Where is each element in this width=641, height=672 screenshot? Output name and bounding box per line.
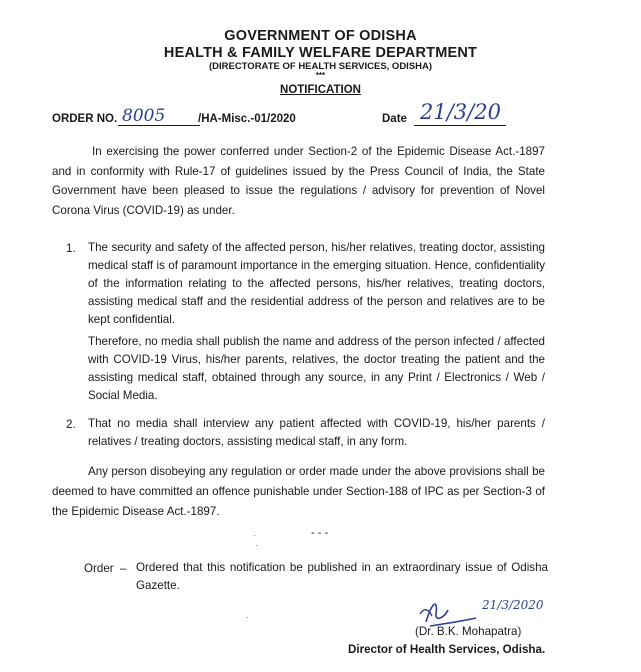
item-1-continuation: Therefore, no media shall publish the name and address of the person infected / affected with COVID-19 Virus, his/her parents, relatives, the doctor treating the patient and the assisting medical staff, obtained through any source, in any Print / Electronics / Web / Social Media. (88, 335, 545, 402)
item-2-number: 2. (66, 418, 76, 431)
penalty-paragraph: Any person disobeying any regulation or order made under the above provisions shall be deemed to have committed an offence punishable under Section-188 of IPC as per Section-3 of the Epidemic Disease Act.-1897. (52, 465, 545, 518)
header-department: HEALTH & FAMILY WELFARE DEPARTMENT (163, 45, 478, 61)
order-number-label: ORDER NO. (52, 113, 118, 125)
notification-title: NOTIFICATION (280, 84, 361, 96)
order-number-underline (118, 125, 200, 126)
scan-speck: · (246, 612, 249, 622)
order-line (52, 100, 572, 130)
intro-paragraph: In exercising the power conferred under Section-2 of the Epidemic Disease Act.-1897 and in conformity with Rule-17 of guidelines issued by the Press Council of India, the State Government have been pleased to issue the regulations / advisory for prevention of Novel Corona Virus (COVID-19) as under. (52, 145, 545, 217)
order-dash: – (120, 562, 127, 575)
order-number-suffix: /HA-Misc.-01/2020 (198, 113, 296, 125)
order-directive: Ordered that this notification be published in an extraordinary issue of Odisha Gazette. (136, 561, 548, 592)
header-stars: *** (315, 71, 326, 80)
item-2-paragraph: That no media shall interview any patient affected with COVID-19, his/her parents / relatives / treating doctors, assisting medical staff, in any form. (88, 417, 545, 448)
item-1-paragraph: The security and safety of the affected person, his/her relatives, treating doctor, assisting medical staff is of paramount importance in the emerging situation. Hence, confidentiality of the information relating to the affected persons, his/her relatives, treating doctors, assisting medical staff and the residential address of the person and relatives are to be kept confidential. (88, 241, 545, 326)
scan-speck: · (253, 530, 256, 540)
signature-date-handwritten: 21/3/2020 (482, 598, 544, 612)
date-underline (414, 125, 506, 126)
date-handwritten: 21/3/20 (420, 100, 501, 124)
order-label: Order (84, 562, 114, 575)
header-directorate: (DIRECTORATE OF HEALTH SERVICES, ODISHA) (208, 61, 433, 72)
item-1-number: 1. (66, 242, 76, 255)
date-label: Date (382, 113, 407, 125)
signatory-title: Director of Health Services, Odisha. (348, 643, 546, 656)
separator-dashes: - - - (311, 527, 329, 539)
signatory-name: (Dr. B.K. Mohapatra) (415, 625, 522, 638)
header-government: GOVERNMENT OF ODISHA (224, 28, 417, 44)
order-number-handwritten: 8005 (122, 106, 166, 126)
scan-speck: · (255, 540, 258, 550)
